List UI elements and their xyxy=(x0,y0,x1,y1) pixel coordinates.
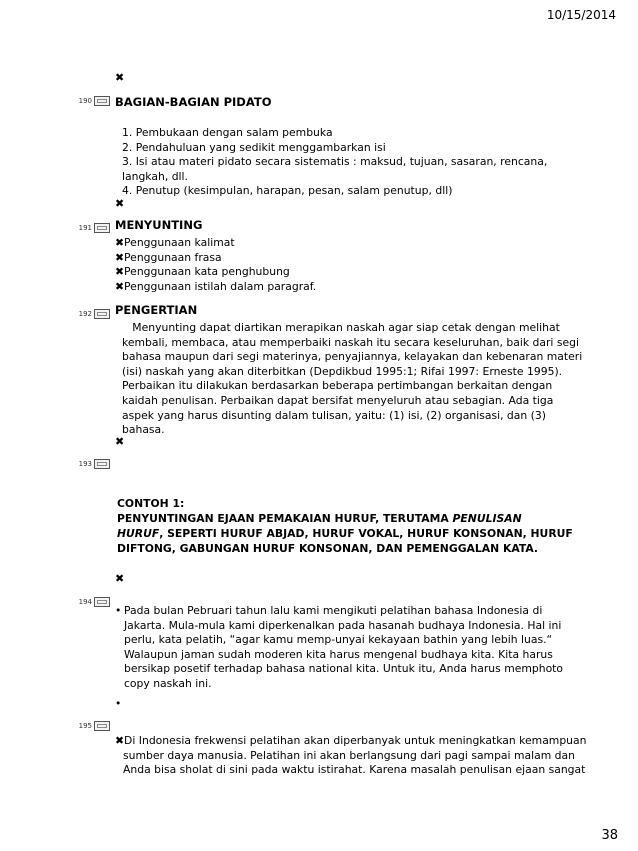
x-mark-icon: ✖ xyxy=(115,279,125,293)
slide-thumbnail-icon xyxy=(94,223,110,233)
contoh-block xyxy=(117,496,573,556)
bullet-icon: • xyxy=(115,604,122,617)
list-item: 4. Penutup (kesimpulan, harapan, pesan, salam penutup, dll) xyxy=(122,184,453,198)
x-mark-icon: ✖ xyxy=(115,197,125,210)
paragraph-line: Menyunting dapat diartikan merapikan naskah agar siap cetak dengan melihat xyxy=(122,321,560,334)
slide-thumbnail-icon xyxy=(94,721,110,731)
paragraph-line: copy naskah ini. xyxy=(124,676,212,690)
slide-body xyxy=(115,734,586,778)
page-number: 38 xyxy=(601,828,618,843)
x-mark-icon: ✖ xyxy=(115,250,125,264)
slide-body xyxy=(115,236,316,294)
x-mark-icon: ✖ xyxy=(115,71,125,84)
paragraph-line: Walaupun jaman sudah moderen kita harus mengenal budhaya kita. Kita harus xyxy=(124,647,553,661)
list-item: ✖Penggunaan frasa xyxy=(115,250,222,264)
list-item: 1. Pembukaan dengan salam pembuka xyxy=(122,126,333,139)
paragraph-line: bahasa. xyxy=(122,423,165,437)
list-item: langkah, dll. xyxy=(122,169,188,183)
slide-number: 190 xyxy=(78,97,92,105)
slide-body xyxy=(122,126,547,199)
slide-thumbnail-icon xyxy=(94,96,110,106)
slide-number: 192 xyxy=(78,310,92,318)
paragraph-line: kaidah penulisan. Perbaikan dapat bersifat menyeluruh atau sebagian. Ada tiga xyxy=(122,393,554,407)
slide-title: MENYUNTING xyxy=(115,218,203,232)
x-mark-icon: ✖ xyxy=(115,734,125,747)
paragraph-line: aspek yang harus disunting dalam tulisan, yaitu: (1) isi, (2) organisasi, dan (3) xyxy=(122,408,546,422)
contoh-title-line: DIFTONG, GABUNGAN HURUF KONSONAN, DAN PEMENGGALAN KATA. xyxy=(117,542,539,555)
paragraph-line: kembali, membaca, atau memperbaiki naskah itu secara keseluruhan, baik dari segi xyxy=(122,335,579,349)
slide-number: 195 xyxy=(78,722,92,730)
list-item: ✖Penggunaan kalimat xyxy=(115,236,235,249)
slide-body xyxy=(124,604,563,692)
list-item: 2. Pendahuluan yang sedikit menggambarkan isi xyxy=(122,140,386,154)
slide-number: 191 xyxy=(78,224,92,232)
list-item: 3. Isi atau materi pidato secara sistematis : maksud, tujuan, sasaran, rencana, xyxy=(122,155,548,169)
list-item: ✖Penggunaan istilah dalam paragraf. xyxy=(115,279,317,293)
slide-thumbnail-icon xyxy=(94,597,110,607)
x-mark-icon: ✖ xyxy=(115,265,125,279)
slide-number: 193 xyxy=(78,460,92,468)
paragraph-line: sumber daya manusia. Pelatihan ini akan berlangsung dari pagi sampai malam dan xyxy=(123,748,575,762)
slide-body xyxy=(122,321,582,438)
paragraph-line: Pada bulan Pebruari tahun lalu kami mengikuti pelatihan bahasa Indonesia di xyxy=(124,604,543,617)
print-date: 10/15/2014 xyxy=(546,8,616,22)
paragraph-line: (isi) naskah yang akan diterbitkan (Depdikbud 1995:1; Rifai 1997: Erneste 1995). xyxy=(122,364,563,378)
contoh-title-line: PENYUNTINGAN EJAAN PEMAKAIAN HURUF, TERUTAMA PENULISAN xyxy=(117,512,522,525)
bullet-icon: • xyxy=(115,697,122,710)
x-mark-icon: ✖ xyxy=(115,435,125,448)
paragraph-line: ✖Di Indonesia frekwensi pelatihan akan diperbanyak untuk meningkatkan kemampuan xyxy=(115,734,587,747)
x-mark-icon: ✖ xyxy=(115,236,125,249)
list-item: ✖Penggunaan kata penghubung xyxy=(115,265,290,279)
slide-title: BAGIAN-BAGIAN PIDATO xyxy=(115,95,272,109)
contoh-label: CONTOH 1: xyxy=(117,497,185,510)
contoh-title-line: HURUF, SEPERTI HURUF ABJAD, HURUF VOKAL, HURUF KONSONAN, HURUF xyxy=(117,527,573,540)
paragraph-line: Perbaikan itu dilakukan berdasarkan beberapa pertimbangan berkaitan dengan xyxy=(122,379,553,393)
slide-title: PENGERTIAN xyxy=(115,303,198,317)
slide-thumbnail-icon xyxy=(94,309,110,319)
paragraph-line: bersikap posetif terhadap bahasa national kita. Untuk itu, Anda harus memphoto xyxy=(124,662,564,676)
paragraph-line: Jakarta. Mula-mula kami diperkenalkan pada hasanah budhaya Indonesia. Hal ini xyxy=(124,618,562,632)
x-mark-icon: ✖ xyxy=(115,572,125,585)
paragraph-line: perlu, kata pelatih, “agar kamu memp-unyai kekayaan bathin yang lebih luas.“ xyxy=(124,633,553,647)
slide-thumbnail-icon xyxy=(94,459,110,469)
paragraph-line: Anda bisa sholat di sini pada waktu istirahat. Karena masalah penulisan ejaan sangat xyxy=(123,763,586,777)
slide-number: 194 xyxy=(78,598,92,606)
paragraph-line: bahasa maupun dari segi materinya, penyajiannya, kelayakan dan kebenaran materi xyxy=(122,350,583,364)
